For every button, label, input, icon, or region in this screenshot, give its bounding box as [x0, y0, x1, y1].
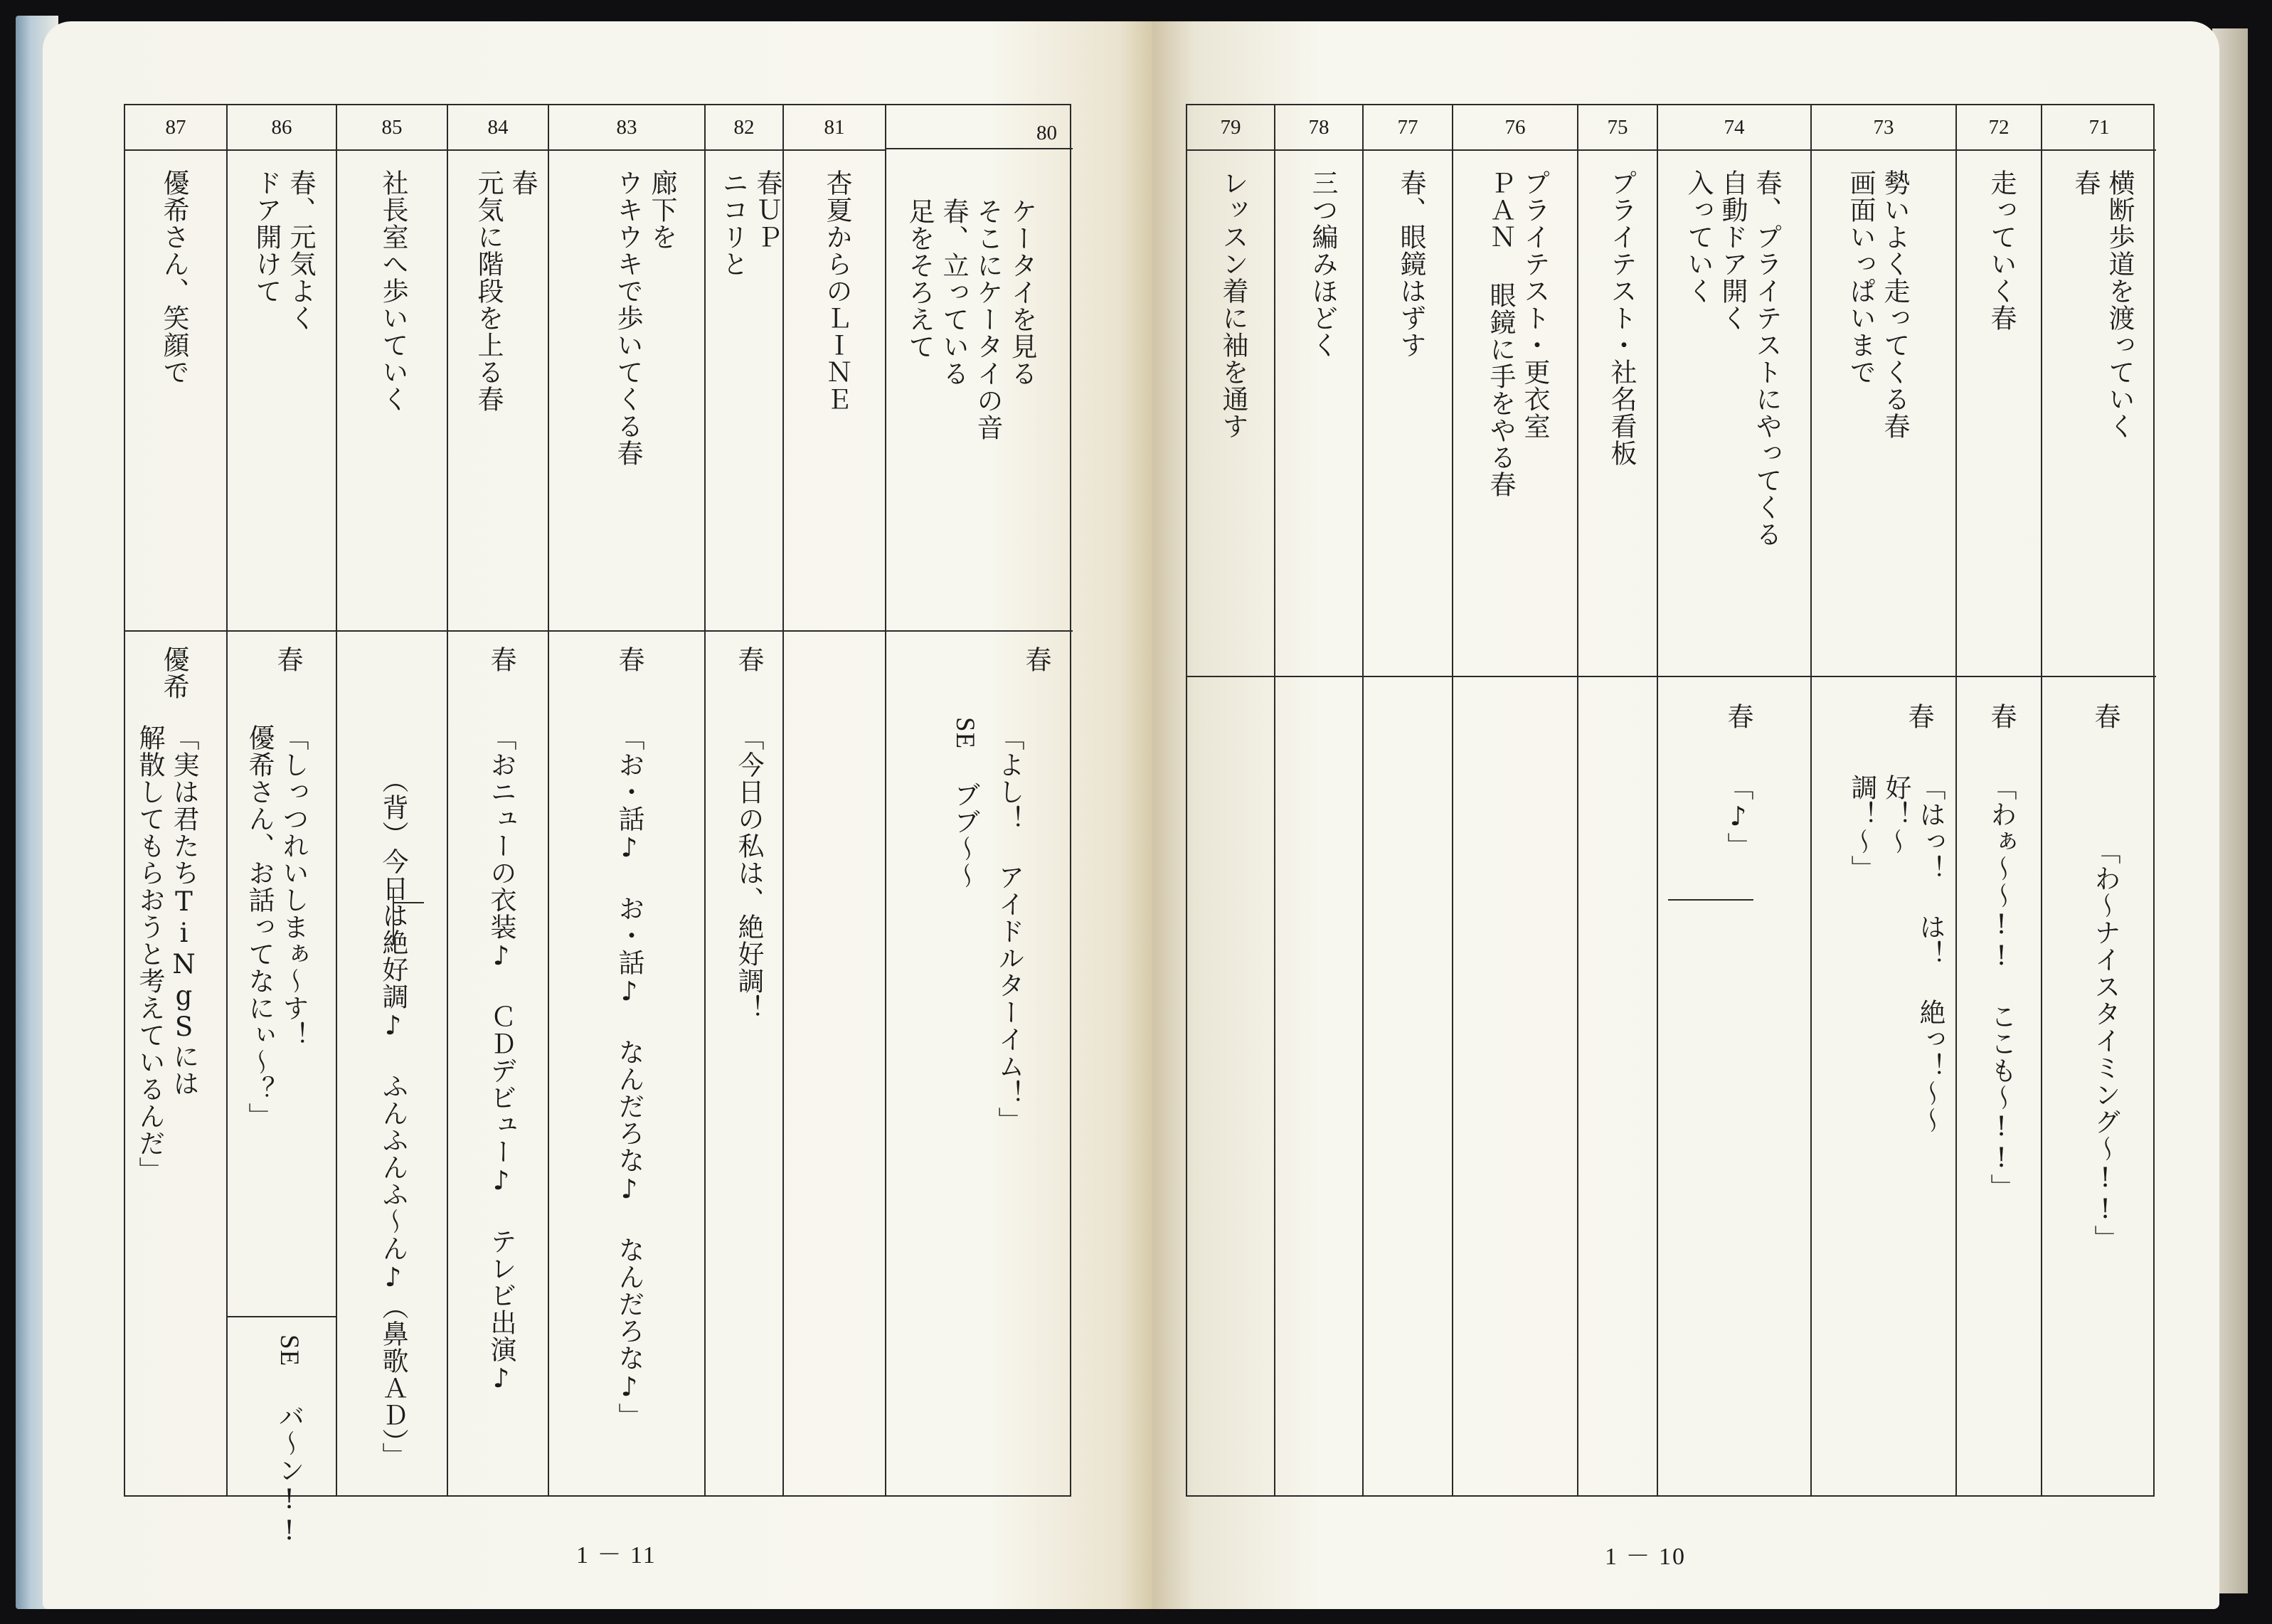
action-text: レッスン着に袖を通す	[1218, 169, 1248, 440]
cut-78	[1274, 105, 1362, 1495]
cut-80	[885, 105, 1073, 1495]
section-divider	[784, 630, 885, 632]
action-text: 杏夏からのＬＩＮＥ	[822, 169, 852, 413]
section-divider	[2042, 676, 2156, 677]
cut-82	[704, 105, 782, 1495]
page-number-left: 1 － 11	[576, 1542, 657, 1569]
action-text: 三つ編みほどく	[1307, 169, 1338, 359]
cut-number: 79	[1187, 105, 1274, 151]
section-divider	[1957, 676, 2041, 677]
dialogue: 「はっ！ は！ 絶っ！～～ 好！～ 調！～」	[1847, 774, 1945, 1134]
cut-79	[1187, 105, 1274, 1495]
cut-number	[886, 105, 1073, 149]
section-divider	[549, 630, 704, 632]
cut-75	[1577, 105, 1657, 1495]
script-table-left	[124, 104, 1071, 1546]
speaker: 春	[1904, 703, 1934, 730]
cut-84	[447, 105, 548, 1495]
cut-number: 82	[706, 105, 782, 151]
action-text: 春、プライテストにやってくる 自動ドア開く 入っていく	[1683, 169, 1782, 548]
section-divider	[706, 630, 782, 632]
cut-71	[2041, 105, 2156, 1495]
speaker: 春	[2090, 703, 2120, 730]
dialogue: 「今日の私は、絶好調！	[733, 724, 764, 1021]
se-label: SE	[275, 1334, 304, 1367]
dialogue: 「おニューの衣装♪ ＣＤデビュー♪ テレビ出演♪	[486, 724, 516, 1394]
cut-74	[1657, 105, 1810, 1495]
speaker: 春	[1723, 703, 1753, 730]
action-text: 横断歩道を渡っていく 春	[2070, 169, 2135, 440]
dialogue: 「お・話♪ お・話♪ なんだろな♪ なんだろな♪」	[614, 724, 644, 1430]
se-box	[228, 1316, 336, 1546]
section-divider	[1812, 676, 1955, 677]
cut-number: 83	[549, 105, 704, 151]
action-text: 走っていく春	[1986, 169, 2017, 331]
speaker: 春	[614, 646, 644, 673]
cut-81	[782, 105, 885, 1495]
action-text: 優希さん、笑顔で	[159, 169, 189, 386]
tick-mark	[393, 888, 394, 945]
se-label: SE	[950, 717, 980, 750]
speaker: 春	[733, 646, 764, 673]
dialogue: 「しっつれいしまぁ～す！ 優希さん、お話ってなにぃ～？」	[244, 724, 309, 1130]
dialogue: 「♪」	[1723, 774, 1753, 859]
page-number-right: 1 － 10	[1605, 1544, 1686, 1570]
section-divider	[1364, 676, 1452, 677]
dialogue: 「わぁ～～!! ここも～!!」	[1986, 774, 2017, 1201]
section-divider	[228, 630, 336, 632]
dialogue: 「よし！ アイドルターイム！」	[994, 724, 1024, 1134]
action-text: プライテスト・更衣室 ＰＡＮ 眼鏡に手をやる春	[1485, 169, 1550, 498]
dialogue: 「実は君たちTiNgSには 解散してもらおうと考えているんだ」	[134, 724, 199, 1184]
action-text: 春 元気に階段を上る春	[473, 169, 538, 413]
dialogue: 「わ～ナイスタイミング～!!」	[2090, 838, 2120, 1252]
cut-83	[548, 105, 704, 1495]
cut-number-text: 80	[1036, 122, 1057, 144]
cut-number: 72	[1957, 105, 2041, 151]
action-text: 廊下を ウキウキで歩いてくる春	[612, 169, 677, 467]
section-divider	[886, 630, 1073, 632]
cut-86	[226, 105, 336, 1546]
action-text: 春、元気よく ドア開けて	[251, 169, 316, 331]
script-table-right	[1186, 104, 2155, 1497]
cut-number: 71	[2042, 105, 2156, 151]
cut-77	[1362, 105, 1452, 1495]
se-text: バ～ン!!	[274, 1403, 304, 1546]
cut-number: 84	[448, 105, 548, 151]
action-text: 勢いよく走ってくる春 画面いっぱいまで	[1845, 169, 1910, 440]
cut-number: 85	[337, 105, 447, 151]
cut-number: 76	[1453, 105, 1577, 151]
action-text: 春ＵＰ ニコリと	[718, 169, 782, 277]
tick-mark	[1668, 899, 1753, 901]
cut-number: 73	[1812, 105, 1955, 151]
action-text: プライテスト・社名看板	[1606, 169, 1637, 467]
section-divider	[1275, 676, 1362, 677]
cut-number: 86	[228, 105, 336, 151]
cut-number: 75	[1578, 105, 1657, 151]
cut-number: 77	[1364, 105, 1452, 151]
cut-number: 81	[784, 105, 885, 151]
speaker: 春	[272, 646, 303, 673]
section-divider	[125, 630, 226, 632]
cut-72	[1955, 105, 2041, 1495]
speaker: 春	[1021, 646, 1051, 673]
dialogue: （背）今日は絶好調♪ ふんふんふ～ん♪（鼻歌ＡＤ）」	[378, 767, 408, 1470]
se-text: ブブ～～	[950, 781, 980, 889]
action-text: 春、眼鏡はずす	[1396, 169, 1426, 359]
section-divider	[1578, 676, 1657, 677]
cut-number: 74	[1658, 105, 1810, 151]
section-divider	[337, 630, 447, 632]
cut-number: 87	[125, 105, 226, 151]
action-text: 社長室へ歩いていく	[378, 169, 408, 413]
cut-number: 78	[1275, 105, 1362, 151]
cut-85	[336, 105, 447, 1495]
section-divider	[1658, 676, 1810, 677]
section-divider	[1187, 676, 1274, 677]
cut-87	[125, 105, 226, 1495]
tick-mark	[393, 902, 424, 903]
speaker: 春	[486, 646, 516, 673]
section-divider	[448, 630, 548, 632]
speaker: 春	[1986, 703, 2017, 730]
action-text: ケータイを見る そこにケータイの音 春、立っている 足をそろえて	[904, 198, 1037, 441]
cut-73	[1810, 105, 1955, 1495]
section-divider	[1453, 676, 1577, 677]
cut-76	[1452, 105, 1577, 1495]
speaker: 優希	[159, 646, 189, 700]
